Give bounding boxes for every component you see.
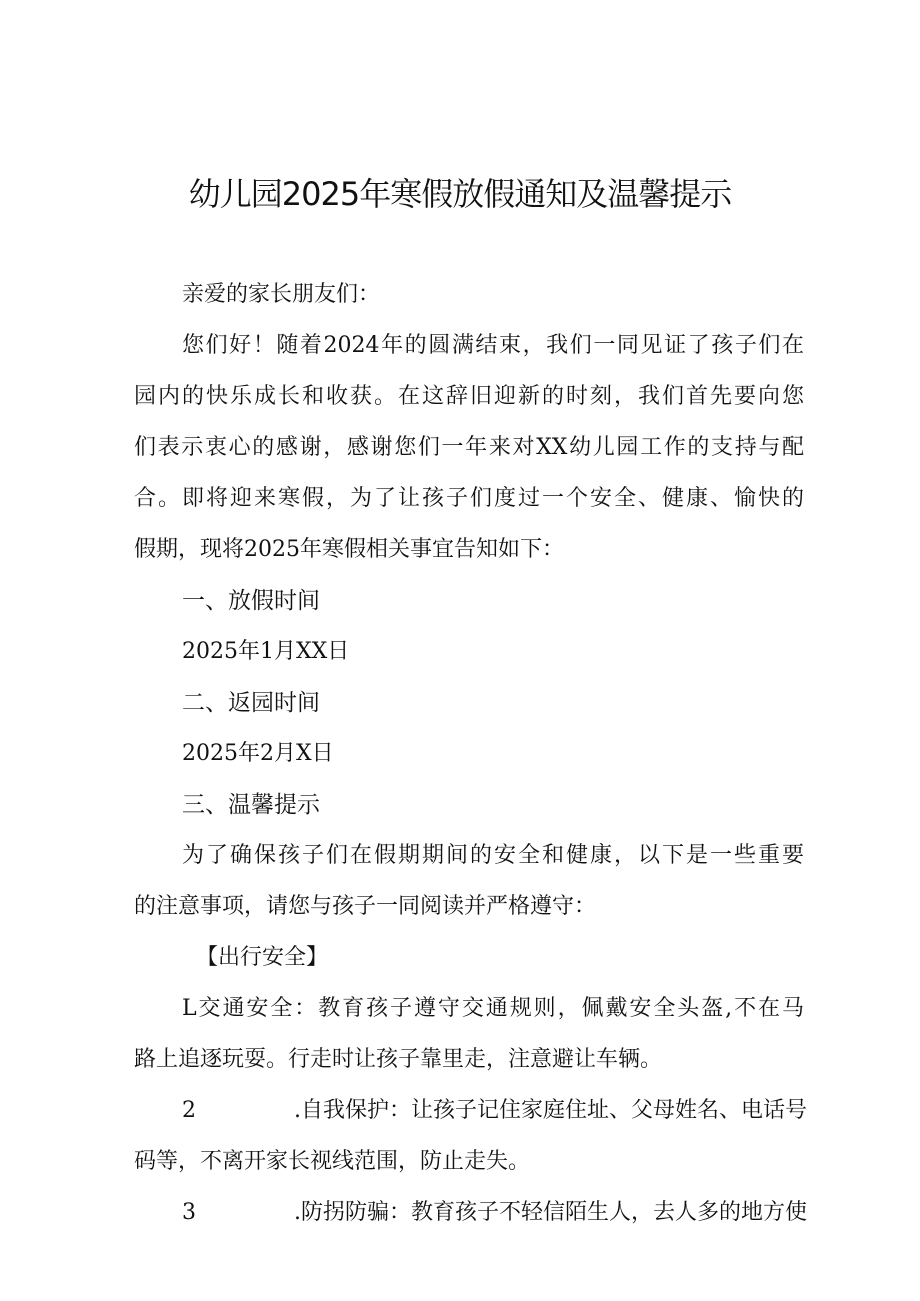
document-body [134, 278, 807, 1247]
travel-safety-heading: 【出行安全】 [196, 945, 329, 970]
item-2-text: .自我保护：让孩子记住家庭住址、父母姓名、电话号 [294, 1098, 807, 1123]
item-3-line-1 [134, 1196, 807, 1247]
item-2-line-1 [134, 1094, 807, 1145]
item-2-number: 2 [182, 1098, 196, 1123]
return-date: 2025年2月X日 [182, 741, 334, 766]
document-title: 幼儿园2025年寒假放假通知及温馨提示 [188, 175, 732, 213]
intro-line-2: 园内的快乐成长和收获。在这辞旧迎新的时刻，我们首先要向您 [134, 384, 804, 409]
intro-line-5: 假期，现将2025年寒假相关事宜告知如下： [134, 537, 564, 562]
item-3-number: 3 [182, 1200, 196, 1225]
salutation: 亲爱的家长朋友们： [182, 282, 381, 307]
item-1-line-2: 路上追逐玩耍。行走时让孩子靠里走，注意避让车辆。 [134, 1047, 663, 1072]
intro-line-4: 合。即将迎来寒假，为了让孩子们度过一个安全、健康、愉快的 [134, 486, 804, 511]
intro-line-1: 您们好！随着2024年的圆满结束，我们一同见证了孩子们在 [182, 333, 804, 358]
item-3-text: .防拐防骗：教育孩子不轻信陌生人，去人多的地方使 [294, 1200, 807, 1225]
section-heading-holiday-time: 一、放假时间 [182, 588, 320, 614]
tips-intro-line-1: 为了确保孩子们在假期期间的安全和健康，以下是一些重要 [182, 843, 804, 868]
tips-intro-line-2: 的注意事项，请您与孩子一同阅读并严格遵守： [134, 894, 597, 919]
item-1-line-1: L交通安全：教育孩子遵守交通规则，佩戴安全头盔,不在马 [182, 996, 804, 1021]
section-heading-return-time: 二、返园时间 [182, 690, 320, 716]
item-2-line-2: 码等，不离开家长视线范围，防止走失。 [134, 1149, 531, 1174]
holiday-date: 2025年1月XX日 [182, 639, 350, 664]
section-heading-tips: 三、温馨提示 [182, 792, 320, 818]
intro-line-3: 们表示衷心的感谢，感谢您们一年来对XX幼儿园工作的支持与配 [134, 435, 804, 460]
